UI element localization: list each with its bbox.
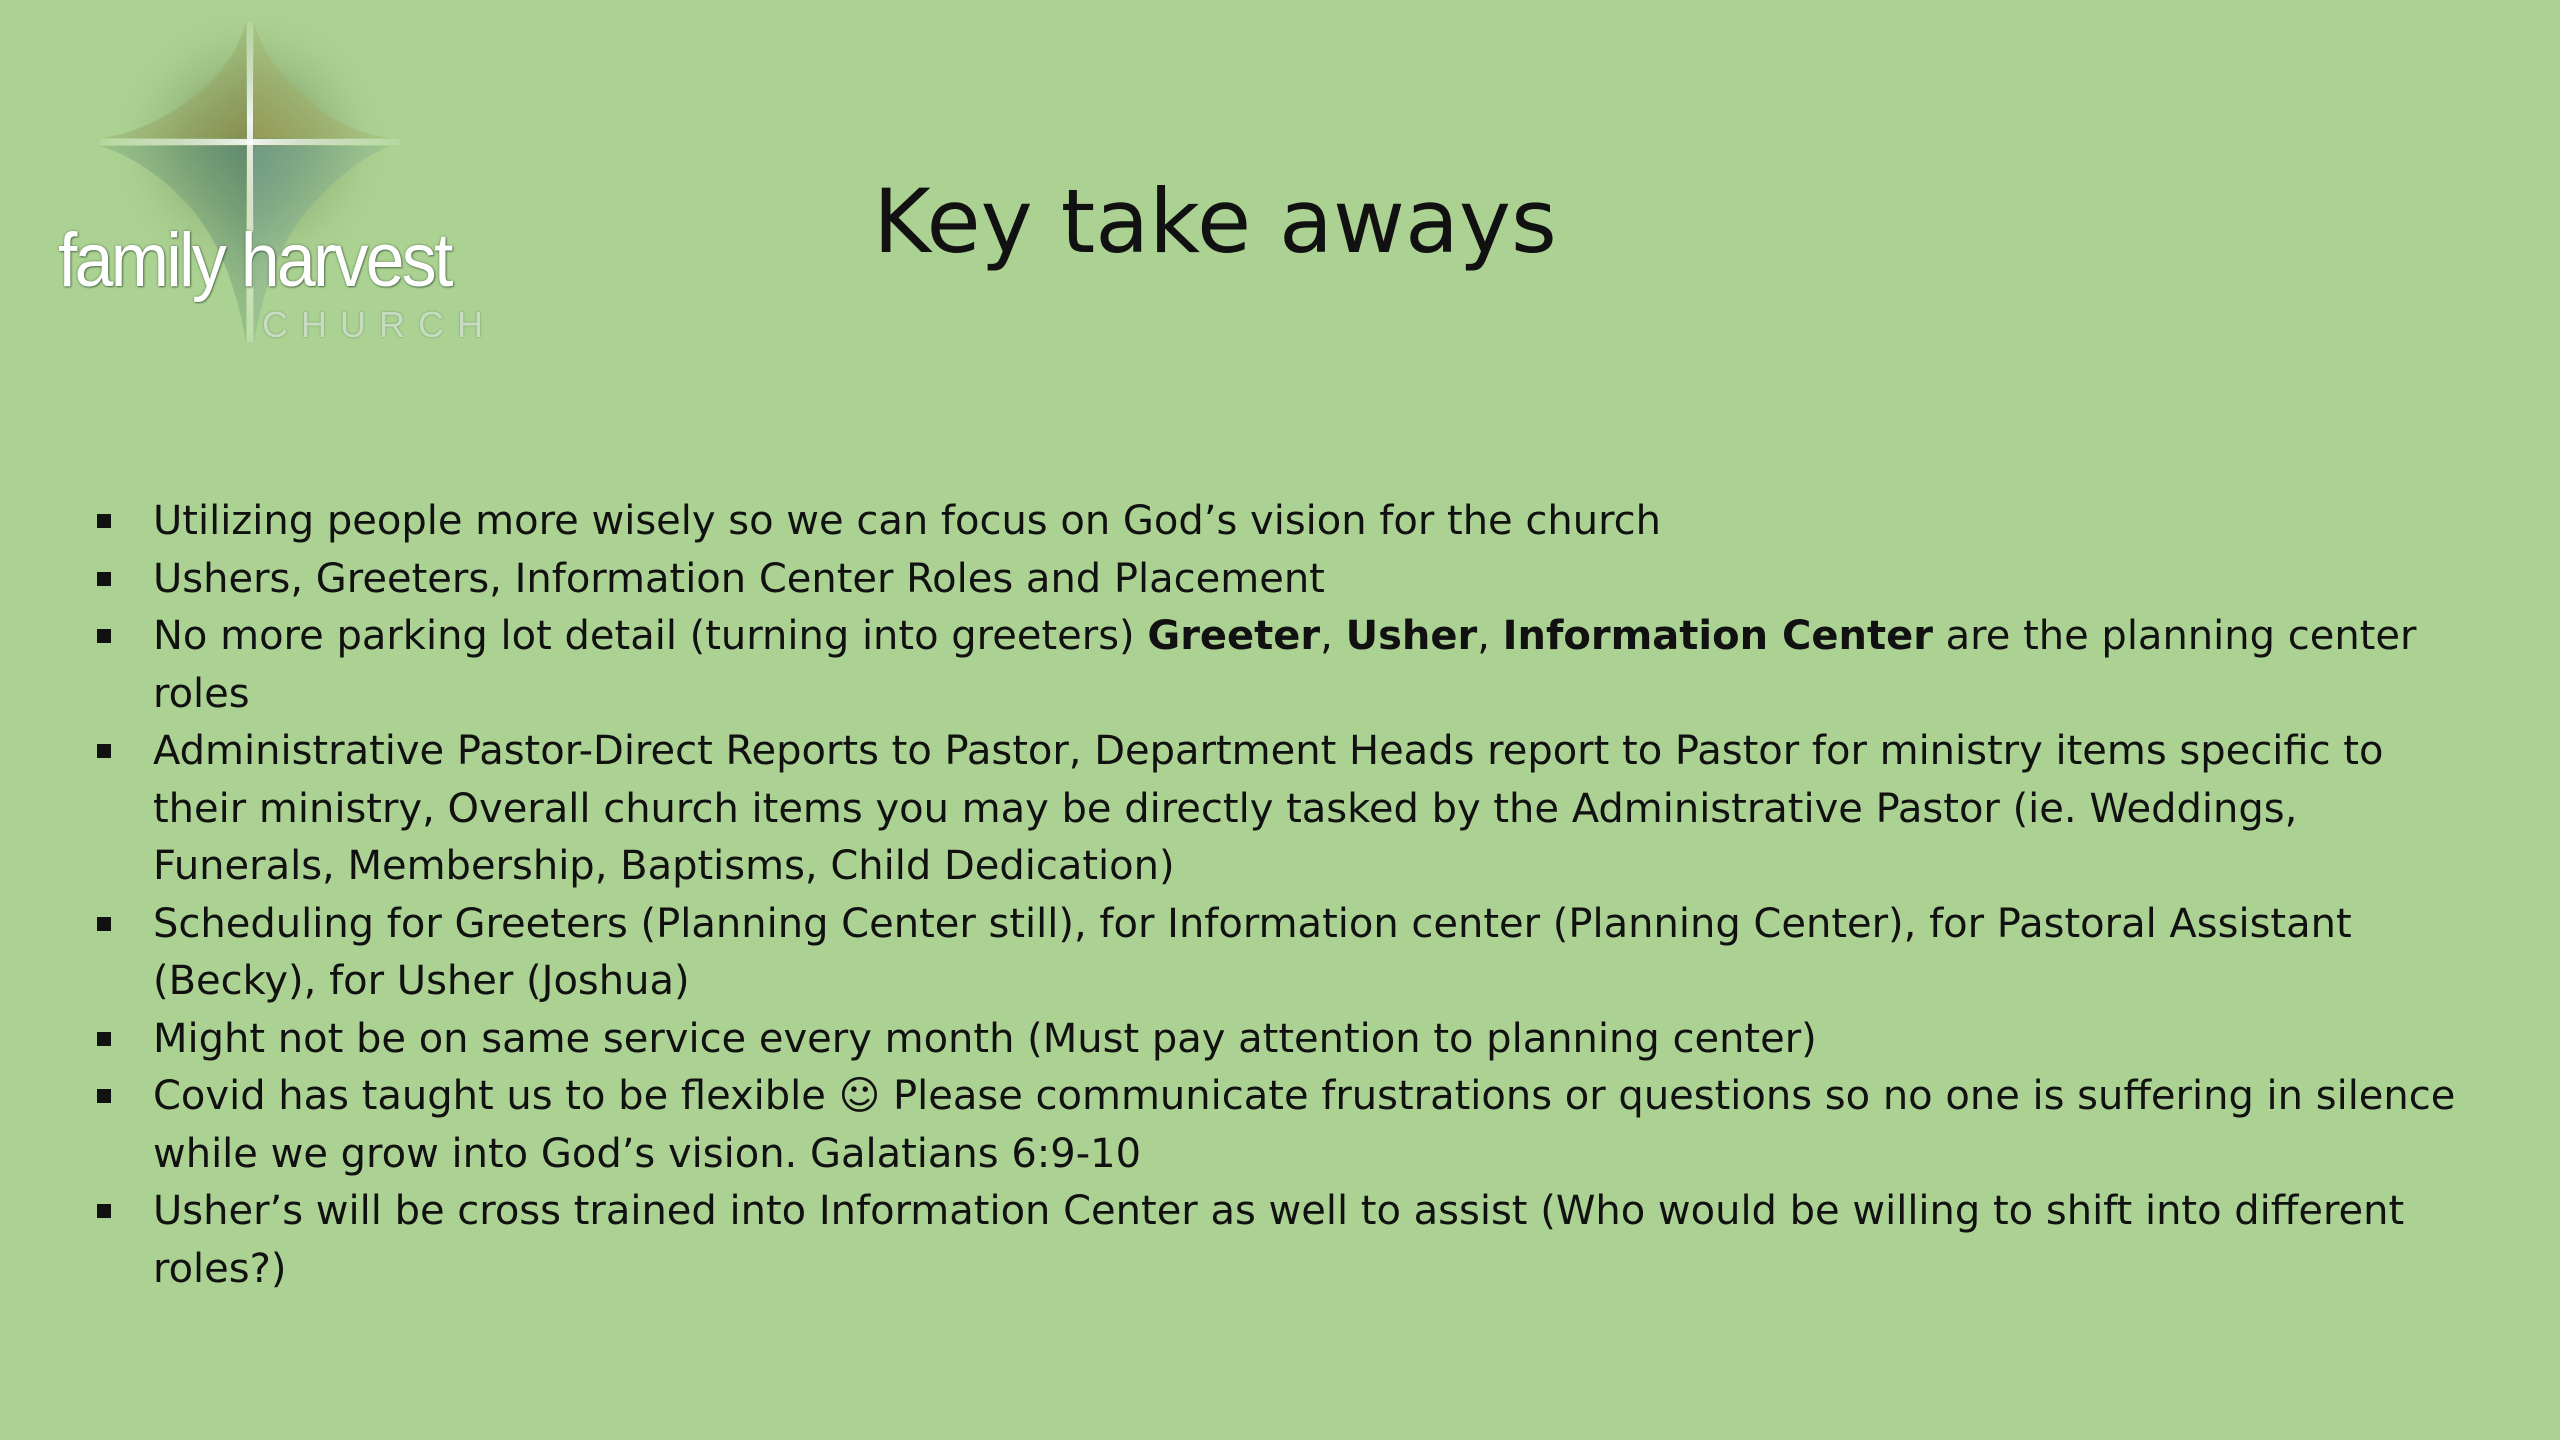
bullet-marker-icon <box>97 917 111 931</box>
bullet-text: are the planning center roles <box>153 613 2417 717</box>
bullet-marker-icon <box>97 514 111 528</box>
bullet-marker-icon <box>97 744 111 758</box>
bullet-text: Administrative Pastor-Direct Reports to Pastor, Department Heads report to Pastor for ministry items specific to their ministry, Overall church items you may be directly tasked by the Administrative Pastor (ie. Weddings, Funerals, Membership, Baptisms, Child Dedication) <box>153 728 2384 889</box>
bullet-text: Covid has taught us to be flexible ☺ Please communicate frustrations or questions so no one is suffering in silence while we grow into God’s vision. Galatians 6:9-10 <box>153 1073 2456 1177</box>
bullet-list <box>93 493 2473 1298</box>
list-item <box>93 551 2473 609</box>
bold-text: Usher <box>1345 613 1478 659</box>
list-item <box>93 1183 2473 1298</box>
slide-title: Key take aways <box>873 170 1557 273</box>
logo-text: family harvest <box>58 218 451 303</box>
bullet-text: Usher’s will be cross trained into Information Center as well to assist (Who would be willing to shift into different roles?) <box>153 1188 2405 1292</box>
bullet-text: , <box>1477 613 1503 659</box>
list-item <box>93 896 2473 1011</box>
bullet-text: No more parking lot detail (turning into greeters) <box>153 613 1148 659</box>
bullet-text: Ushers, Greeters, Information Center Roles and Placement <box>153 555 1325 602</box>
bullet-text: Scheduling for Greeters (Planning Center still), for Information center (Planning Center), for Pastoral Assistant (Becky), for Usher (Joshua) <box>153 900 2352 1004</box>
bullet-text: Utilizing people more wisely so we can focus on God’s vision for the church <box>153 498 1661 544</box>
bold-text: Greeter <box>1147 613 1321 659</box>
bullet-text: , <box>1320 613 1346 659</box>
bullet-marker-icon <box>97 1204 111 1218</box>
list-item <box>93 1068 2473 1183</box>
bullet-marker-icon <box>97 1032 111 1046</box>
list-item <box>93 723 2473 896</box>
bullet-marker-icon <box>97 1089 111 1103</box>
list-item <box>93 1011 2473 1069</box>
bold-text: Information Center <box>1502 613 1933 659</box>
bullet-text: Might not be on same service every month (Must pay attention to planning center) <box>153 1015 1817 1062</box>
list-item <box>93 608 2473 723</box>
bullet-marker-icon <box>97 629 111 643</box>
logo-subtext: CHURCH <box>262 304 496 345</box>
bullet-marker-icon <box>97 572 111 586</box>
list-item <box>93 493 2473 551</box>
